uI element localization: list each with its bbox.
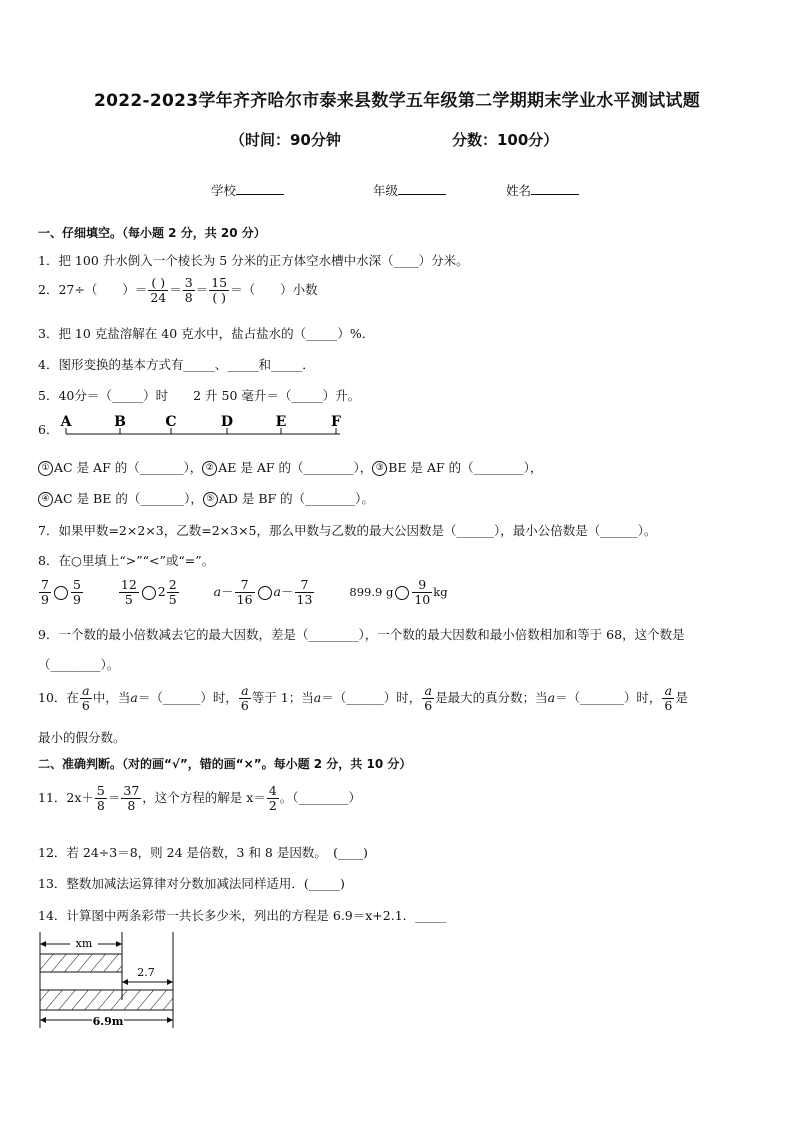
- circled-number-1: ①: [38, 461, 53, 476]
- name-field[interactable]: [506, 181, 579, 199]
- q6-part-3: BE 是 AF 的（________），: [388, 460, 543, 475]
- point-label-D: D: [220, 414, 234, 430]
- q2-fraction-2: $\frac{3}{8}$: [184, 275, 193, 305]
- ribbon-diagram: [34, 930, 184, 1030]
- grade-label: 年级: [373, 183, 399, 198]
- question-2: 2．27÷（ ）＝ $\frac{( )}{24}$ ＝ $\frac{3}{8}$ ＝ $\frac{15}{( )}$ ＝（ ）小数: [38, 275, 318, 305]
- circled-number-2: ②: [202, 461, 217, 476]
- grade-field[interactable]: [373, 181, 446, 199]
- question-9-line-1: 9．一个数的最小倍数减去它的最大因数，差是（________），一个数的最大因数和最小倍数相加和等于 68，这个数是: [38, 627, 685, 642]
- question-5: 5．40分＝（_____）时 2 升 50 毫升＝（_____）升。: [38, 388, 361, 403]
- short-ribbon: [40, 954, 122, 972]
- total-score: 分数：100分）: [452, 131, 559, 149]
- circled-number-3: ③: [372, 461, 387, 476]
- name-blank[interactable]: [531, 184, 579, 195]
- question-10: 10．在 $\frac{a}{6}$ 中，当a＝（______）时， $\frac{a}{6}$ 等于 1；当a＝（______）时， $\frac{a}{6}$ 是最大的真分数；当a＝（_______）时， $\frac{a}{6}$ 是: [38, 683, 688, 713]
- q8-b-right: $\frac{2}{5}$: [168, 577, 177, 607]
- line-segment-diagram: [60, 412, 350, 444]
- q2-prefix: 2．27÷（ ）＝: [38, 282, 148, 297]
- question-3: 3．把 10 克盐溶解在 40 克水中，盐占盐水的（_____）%．: [38, 326, 375, 341]
- question-1: 1．把 100 升水倒入一个棱长为 5 分米的正方体空水槽中水深（____）分米。: [38, 253, 469, 268]
- question-8: 8．在○里填上“>”“<”或“=”。: [38, 553, 215, 568]
- question-7: 7．如果甲数=2×2×3，乙数=2×3×5，那么甲数与乙数的最大公因数是（______），最小公倍数是（______）。: [38, 523, 657, 538]
- question-10-continued: 最小的假分数。: [38, 730, 126, 745]
- section-1-heading: 一、仔细填空。（每小题 2 分，共 20 分）: [38, 226, 266, 240]
- circled-number-5: ⑤: [203, 492, 218, 507]
- grade-blank[interactable]: [398, 184, 446, 195]
- question-9-line-2: （________）。: [38, 657, 120, 672]
- q8-c-left: $\frac{7}{16}$: [236, 577, 253, 607]
- question-14: 14．计算图中两条彩带一共长多少米，列出的方程是 6.9＝x+2.1．_____: [38, 908, 447, 923]
- long-ribbon: [40, 990, 173, 1010]
- q8-b-left: $\frac{12}{5}$: [120, 577, 137, 607]
- q2-suffix: ＝（ ）小数: [230, 282, 318, 297]
- q8-d-left: 899.9 g: [349, 585, 394, 599]
- point-label-B: B: [114, 414, 126, 430]
- q2-fraction-3: $\frac{15}{( )}$: [211, 275, 228, 305]
- question-6-row-2: [38, 489, 374, 507]
- q8-d-right: $\frac{9}{10}$: [414, 577, 431, 607]
- question-6-label: 6．: [38, 422, 59, 437]
- question-6-row-1: [38, 458, 542, 476]
- q8-c-right: $\frac{7}{13}$: [296, 577, 313, 607]
- compare-circle-1[interactable]: [54, 586, 68, 600]
- school-blank[interactable]: [236, 184, 284, 195]
- q6-part-2: AE 是 AF 的（________），: [218, 460, 373, 475]
- point-label-C: C: [165, 414, 177, 430]
- q8-a-left: $\frac{7}{9}$: [41, 577, 49, 607]
- q2-fraction-1: $\frac{( )}{24}$: [150, 275, 167, 305]
- point-label-F: F: [331, 414, 341, 430]
- label-x: xm: [75, 937, 93, 950]
- circled-number-4: ④: [38, 492, 53, 507]
- q6-part-5: AD 是 BF 的（________）。: [218, 491, 374, 506]
- question-13: 13．整数加减法运算律对分数加减法同样适用．(_____): [38, 876, 345, 891]
- school-label: 学校: [211, 183, 237, 198]
- label-6-9: 6.9m: [92, 1015, 124, 1028]
- point-label-E: E: [275, 414, 287, 430]
- label-2-7: 2.7: [137, 966, 155, 979]
- school-field[interactable]: [211, 181, 284, 199]
- question-11: 11．2x＋ $\frac{5}{8}$ ＝ $\frac{37}{8}$ ，这个方程的解是 x＝ $\frac{4}{2}$ 。（________）: [38, 783, 362, 813]
- section-2-heading: 二、准确判断。（对的画“√”，错的画“×”。每小题 2 分，共 10 分）: [38, 757, 412, 771]
- q8-a-right: $\frac{5}{9}$: [72, 577, 81, 607]
- q6-part-1: AC 是 AF 的（_______），: [54, 460, 203, 475]
- time-limit: （时间：90分钟: [230, 131, 341, 149]
- question-12: 12．若 24÷3＝8，则 24 是倍数，3 和 8 是因数。 (____): [38, 845, 368, 860]
- compare-circle-3[interactable]: [258, 586, 272, 600]
- compare-circle-2[interactable]: [142, 586, 156, 600]
- q6-part-4: AC 是 BE 的（_______），: [54, 491, 203, 506]
- compare-circle-4[interactable]: [395, 586, 409, 600]
- question-4: 4．图形变换的基本方式有_____、_____和_____．: [38, 357, 315, 372]
- exam-title: 2022-2023学年齐齐哈尔市泰来县数学五年级第二学期期末学业水平测试试题: [93, 91, 701, 111]
- question-8-comparisons: $\frac{7}{9}$ $\frac{5}{9}$ $\frac{12}{5}$ 2 $\frac{2}{5}$ a－ $\frac{7}{16}$ a－ $\frac{7}{13}$ 899.9 g $\frac{9}{10}$ kg: [41, 577, 448, 607]
- name-label: 姓名: [506, 183, 532, 198]
- point-label-A: A: [60, 414, 72, 430]
